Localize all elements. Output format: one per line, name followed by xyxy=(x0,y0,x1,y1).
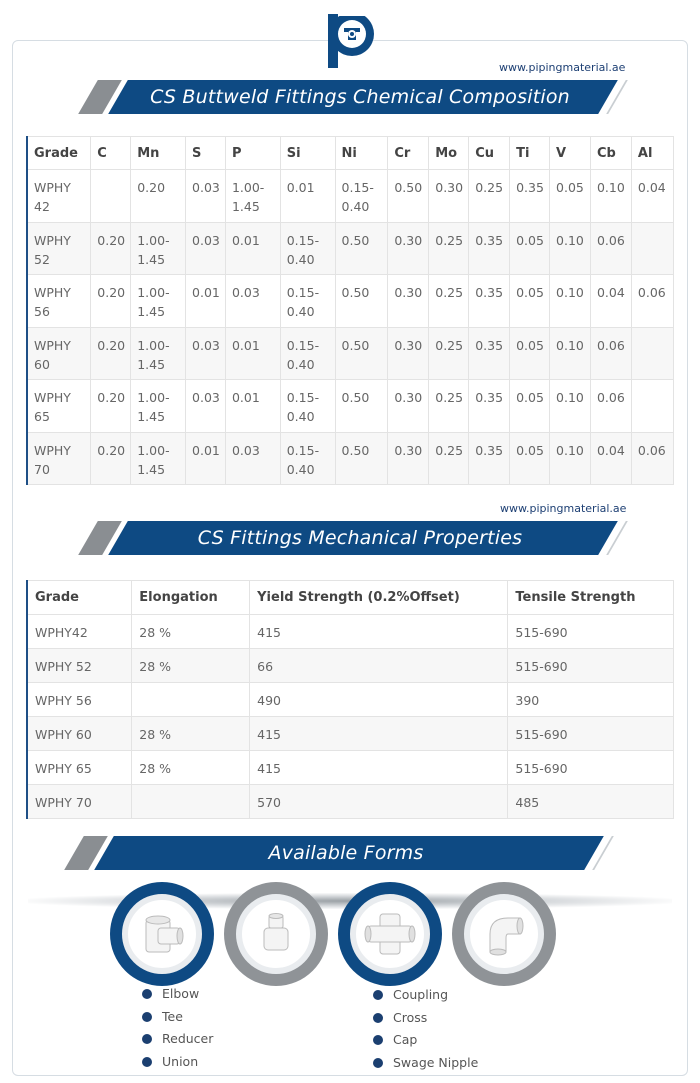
chemical-cell: 0.50 xyxy=(335,432,388,485)
chemical-cell: 0.01 xyxy=(280,170,335,223)
mechanical-cell: 28 % xyxy=(132,751,250,785)
mechanical-title: CS Fittings Mechanical Properties xyxy=(197,527,523,549)
mechanical-cell: 415 xyxy=(250,751,508,785)
chemical-cell: 0.04 xyxy=(631,170,673,223)
chemical-cell: 0.03 xyxy=(186,222,226,275)
chemical-header-v: V xyxy=(550,137,591,170)
chemical-cell: 0.25 xyxy=(429,275,469,328)
list-item xyxy=(373,987,478,1010)
chemical-cell: 0.30 xyxy=(388,275,429,328)
chemical-title: CS Buttweld Fittings Chemical Composition xyxy=(150,86,570,108)
bullet-icon xyxy=(373,1058,383,1068)
mechanical-cell: 515-690 xyxy=(508,751,674,785)
mechanical-cell: 570 xyxy=(250,785,508,819)
chemical-cell: 0.25 xyxy=(429,327,469,380)
mechanical-cell: WPHY 52 xyxy=(27,649,132,683)
forms-banner xyxy=(64,836,608,870)
mechanical-header-tensile-strength: Tensile Strength xyxy=(508,581,674,615)
chemical-header-p: P xyxy=(225,137,280,170)
chemical-cell: 0.30 xyxy=(388,380,429,433)
chemical-cell xyxy=(631,380,673,433)
chemical-cell: 0.30 xyxy=(388,432,429,485)
mechanical-cell: 415 xyxy=(250,717,508,751)
mechanical-banner xyxy=(78,521,622,555)
chemical-cell: 0.20 xyxy=(91,380,131,433)
chemical-cell: 1.00-1.45 xyxy=(131,222,186,275)
tee-fitting-icon xyxy=(136,908,188,960)
chemical-cell xyxy=(631,222,673,275)
chemical-cell: WPHY 65 xyxy=(27,380,91,433)
mechanical-cell: 28 % xyxy=(132,717,250,751)
mechanical-header-yield-strength-0-2-offset: Yield Strength (0.2%Offset) xyxy=(250,581,508,615)
chemical-cell: 0.25 xyxy=(429,222,469,275)
forms-list-right xyxy=(373,987,478,1077)
chemical-header-ti: Ti xyxy=(510,137,550,170)
chemical-cell: 1.00-1.45 xyxy=(131,380,186,433)
list-item xyxy=(142,1009,213,1032)
mechanical-cell: WPHY 56 xyxy=(27,683,132,717)
table-row xyxy=(27,222,674,275)
chemical-cell: 0.15-0.40 xyxy=(280,327,335,380)
chemical-composition-table xyxy=(26,136,674,485)
chemical-cell: 0.50 xyxy=(335,327,388,380)
chemical-cell: 0.25 xyxy=(469,170,510,223)
form-label: Tee xyxy=(162,1008,183,1024)
chemical-cell: 1.00-1.45 xyxy=(225,170,280,223)
chemical-cell: 0.05 xyxy=(550,170,591,223)
chemical-cell: 0.04 xyxy=(590,432,631,485)
chemical-cell: 1.00-1.45 xyxy=(131,327,186,380)
mechanical-cell: WPHY 60 xyxy=(27,717,132,751)
chemical-cell: 0.01 xyxy=(225,327,280,380)
chemical-cell: 0.06 xyxy=(590,222,631,275)
chemical-header-mo: Mo xyxy=(429,137,469,170)
chemical-cell: 0.50 xyxy=(388,170,429,223)
form-label: Coupling xyxy=(393,987,449,1002)
chemical-cell: 0.50 xyxy=(335,380,388,433)
chemical-cell: 0.05 xyxy=(510,380,550,433)
bullet-icon xyxy=(373,990,383,1000)
mechanical-cell: WPHY 70 xyxy=(27,785,132,819)
cap-fitting-ring xyxy=(224,882,328,986)
form-label: Elbow xyxy=(162,986,200,1001)
chemical-cell: WPHY 56 xyxy=(27,275,91,328)
chemical-cell: 0.20 xyxy=(91,432,131,485)
cross-fitting-ring xyxy=(338,882,442,986)
table-row xyxy=(27,683,674,717)
chemical-cell: 0.30 xyxy=(388,327,429,380)
mechanical-cell: 490 xyxy=(250,683,508,717)
mechanical-cell: 28 % xyxy=(132,649,250,683)
chemical-cell: WPHY 70 xyxy=(27,432,91,485)
table-row xyxy=(27,275,674,328)
chemical-cell: 0.05 xyxy=(510,432,550,485)
chemical-cell: WPHY 60 xyxy=(27,327,91,380)
chemical-cell: 0.30 xyxy=(388,222,429,275)
chemical-cell: 0.35 xyxy=(510,170,550,223)
chemical-header-row xyxy=(27,137,674,170)
cap-fitting-icon xyxy=(250,908,302,960)
chemical-cell: 0.10 xyxy=(550,222,591,275)
chemical-header-s: S xyxy=(186,137,226,170)
mechanical-cell: WPHY 65 xyxy=(27,751,132,785)
table-row xyxy=(27,615,674,649)
list-item xyxy=(373,1010,478,1033)
chemical-header-grade: Grade xyxy=(27,137,91,170)
chemical-header-c: C xyxy=(91,137,131,170)
chemical-header-si: Si xyxy=(280,137,335,170)
form-label: Reducer xyxy=(162,1031,214,1046)
chemical-cell: 0.01 xyxy=(186,275,226,328)
chemical-cell xyxy=(91,170,131,223)
mechanical-cell xyxy=(132,785,250,819)
chemical-cell: 0.35 xyxy=(469,380,510,433)
mechanical-cell: 515-690 xyxy=(508,615,674,649)
chemical-cell: 0.30 xyxy=(429,170,469,223)
chemical-cell: 0.01 xyxy=(225,380,280,433)
list-item xyxy=(373,1055,478,1078)
chemical-cell: 0.01 xyxy=(186,432,226,485)
forms-title: Available Forms xyxy=(268,842,424,864)
chemical-header-ni: Ni xyxy=(335,137,388,170)
chemical-header-cb: Cb xyxy=(590,137,631,170)
table-row xyxy=(27,649,674,683)
chemical-cell: 0.10 xyxy=(550,432,591,485)
mechanical-cell: 515-690 xyxy=(508,717,674,751)
chemical-cell: 0.10 xyxy=(550,380,591,433)
elbow-fitting-icon xyxy=(478,908,530,960)
form-label: Union xyxy=(162,1053,199,1069)
bullet-icon xyxy=(142,1057,152,1067)
chemical-cell: 0.01 xyxy=(225,222,280,275)
table-row xyxy=(27,327,674,380)
table-row xyxy=(27,380,674,433)
table-row xyxy=(27,751,674,785)
chemical-cell: 0.05 xyxy=(510,275,550,328)
chemical-cell: 0.03 xyxy=(186,380,226,433)
chemical-cell: 0.05 xyxy=(510,327,550,380)
chemical-body xyxy=(27,170,674,485)
chemical-cell: WPHY 42 xyxy=(27,170,91,223)
chemical-cell: 0.03 xyxy=(225,432,280,485)
mechanical-header-elongation: Elongation xyxy=(132,581,250,615)
chemical-cell: 0.06 xyxy=(631,275,673,328)
chemical-cell: 0.50 xyxy=(335,275,388,328)
forms-list-left xyxy=(142,986,213,1076)
chemical-cell: 0.15-0.40 xyxy=(280,380,335,433)
chemical-header-al: Al xyxy=(631,137,673,170)
chemical-cell: 0.35 xyxy=(469,222,510,275)
mechanical-cell: 485 xyxy=(508,785,674,819)
form-label: Cap xyxy=(393,1032,418,1047)
table-row xyxy=(27,170,674,223)
chemical-cell: 0.06 xyxy=(590,380,631,433)
bullet-icon xyxy=(142,1012,152,1022)
bullet-icon xyxy=(373,1013,383,1023)
tee-fitting-ring xyxy=(110,882,214,986)
mechanical-cell: 390 xyxy=(508,683,674,717)
mechanical-header-grade: Grade xyxy=(27,581,132,615)
list-item xyxy=(142,1054,213,1077)
chemical-cell: 0.06 xyxy=(631,432,673,485)
chemical-cell: 0.20 xyxy=(91,327,131,380)
chemical-cell: 0.06 xyxy=(590,327,631,380)
bullet-icon xyxy=(142,1034,152,1044)
table-row xyxy=(27,432,674,485)
table-row xyxy=(27,717,674,751)
mechanical-header-row xyxy=(27,581,674,615)
chemical-cell: 0.20 xyxy=(131,170,186,223)
mechanical-body xyxy=(27,615,674,819)
mechanical-properties-table xyxy=(26,580,674,819)
mechanical-cell: 515-690 xyxy=(508,649,674,683)
chemical-header-cu: Cu xyxy=(469,137,510,170)
chemical-cell: WPHY 52 xyxy=(27,222,91,275)
chemical-cell: 0.03 xyxy=(225,275,280,328)
chemical-cell: 0.35 xyxy=(469,327,510,380)
bullet-icon xyxy=(142,989,152,999)
form-label: Swage Nipple xyxy=(393,1054,479,1070)
chemical-cell: 0.15-0.40 xyxy=(280,222,335,275)
chemical-cell xyxy=(631,327,673,380)
chemical-cell: 0.35 xyxy=(469,275,510,328)
chemical-cell: 0.25 xyxy=(429,432,469,485)
chemical-cell: 0.10 xyxy=(550,275,591,328)
elbow-fitting-ring xyxy=(452,882,556,986)
chemical-banner xyxy=(78,80,622,114)
chemical-cell: 1.00-1.45 xyxy=(131,432,186,485)
chemical-cell: 0.35 xyxy=(469,432,510,485)
form-label: Cross xyxy=(393,1009,428,1025)
chemical-cell: 0.50 xyxy=(335,222,388,275)
chemical-cell: 0.05 xyxy=(510,222,550,275)
cross-fitting-icon xyxy=(362,908,418,960)
mechanical-cell: 28 % xyxy=(132,615,250,649)
chemical-cell: 0.25 xyxy=(429,380,469,433)
company-logo-icon xyxy=(322,10,378,70)
chemical-cell: 0.03 xyxy=(186,170,226,223)
list-item xyxy=(142,1031,213,1054)
mechanical-cell: WPHY42 xyxy=(27,615,132,649)
chemical-header-mn: Mn xyxy=(131,137,186,170)
chemical-cell: 0.15-0.40 xyxy=(280,432,335,485)
site-url-middle[interactable]: www.pipingmaterial.ae xyxy=(500,502,627,515)
chemical-cell: 0.10 xyxy=(590,170,631,223)
chemical-cell: 1.00-1.45 xyxy=(131,275,186,328)
chemical-cell: 0.20 xyxy=(91,275,131,328)
list-item xyxy=(373,1032,478,1055)
table-row xyxy=(27,785,674,819)
chemical-cell: 0.15-0.40 xyxy=(335,170,388,223)
chemical-header-cr: Cr xyxy=(388,137,429,170)
chemical-cell: 0.20 xyxy=(91,222,131,275)
chemical-cell: 0.10 xyxy=(550,327,591,380)
chemical-cell: 0.04 xyxy=(590,275,631,328)
mechanical-cell xyxy=(132,683,250,717)
mechanical-cell: 66 xyxy=(250,649,508,683)
mechanical-cell: 415 xyxy=(250,615,508,649)
chemical-cell: 0.15-0.40 xyxy=(280,275,335,328)
site-url-top[interactable]: www.pipingmaterial.ae xyxy=(499,61,626,74)
chemical-cell: 0.03 xyxy=(186,327,226,380)
list-item xyxy=(142,986,213,1009)
bullet-icon xyxy=(373,1035,383,1045)
